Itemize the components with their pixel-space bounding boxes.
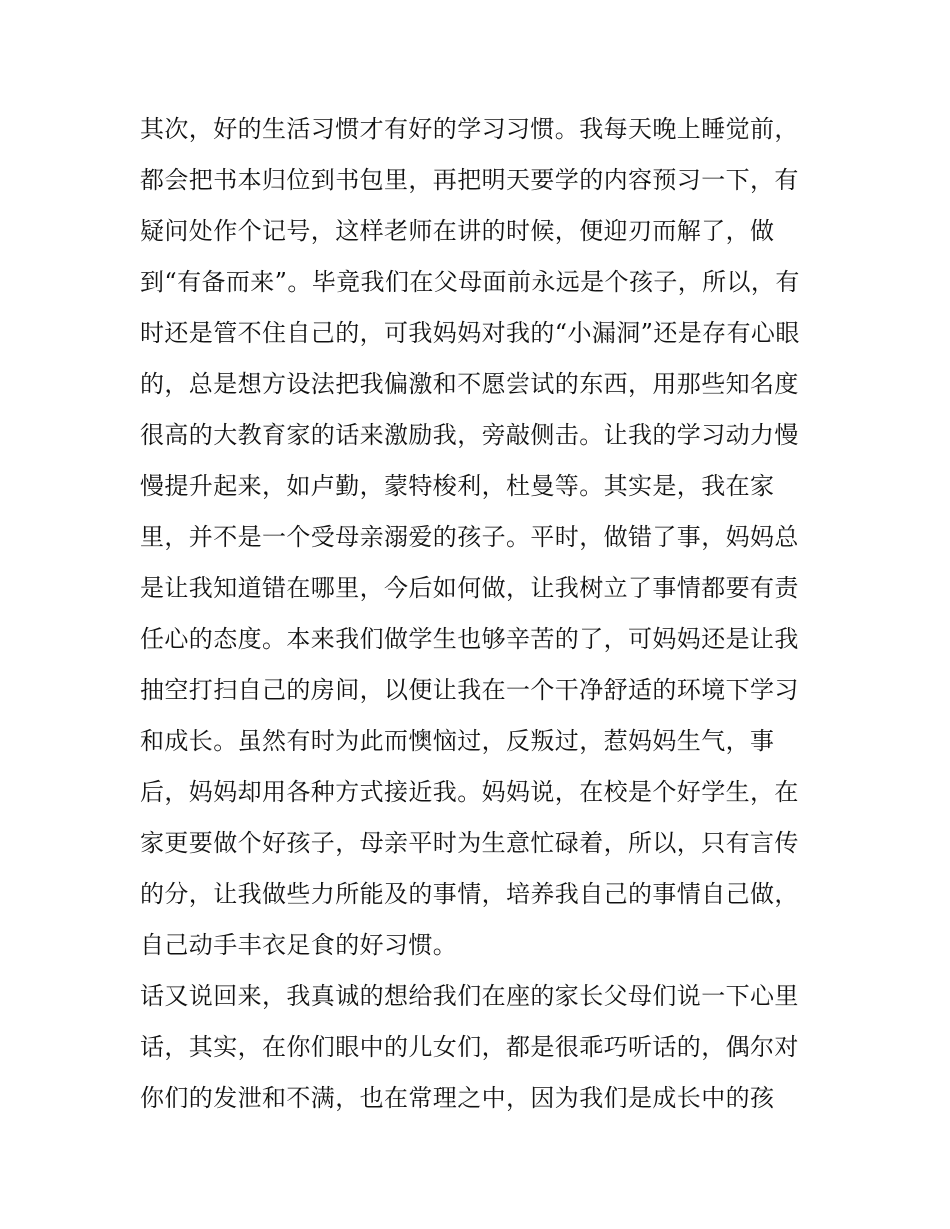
text-line: 其次，好的生活习惯才有好的学习习惯。我每天晚上睡觉前， [140, 115, 799, 143]
body-text [140, 104, 820, 1124]
text-line: 话，其实，在你们眼中的儿女们，都是很乖巧听话的，偶尔对 [140, 1033, 799, 1061]
text-line: 抽空打扫自己的房间，以便让我在一个干净舒适的环境下学习 [140, 676, 799, 704]
text-line: 疑问处作个记号，这样老师在讲的时候，便迎刃而解了，做 [140, 217, 775, 245]
text-line: 很高的大教育家的话来激励我，旁敲侧击。让我的学习动力慢 [140, 421, 799, 449]
text-line: 到“有备而来”。毕竟我们在父母面前永远是个孩子，所以，有 [140, 268, 800, 296]
text-line: 后，妈妈却用各种方式接近我。妈妈说，在校是个好学生，在 [140, 778, 799, 806]
text-line: 慢提升起来，如卢勤，蒙特梭利，杜曼等。其实是，我在家 [140, 472, 775, 500]
text-line: 话又说回来，我真诚的想给我们在座的家长父母们说一下心里 [140, 982, 799, 1010]
text-line: 任心的态度。本来我们做学生也够辛苦的了，可妈妈还是让我 [140, 625, 799, 653]
text-line: 的分，让我做些力所能及的事情，培养我自己的事情自己做， [140, 880, 799, 908]
text-line: 和成长。虽然有时为此而懊恼过，反叛过，惹妈妈生气，事 [140, 727, 775, 755]
text-line: 你们的发泄和不满，也在常理之中，因为我们是成长中的孩 [140, 1084, 775, 1112]
text-line: 是让我知道错在哪里，今后如何做，让我树立了事情都要有责 [140, 574, 799, 602]
text-line: 家更要做个好孩子，母亲平时为生意忙碌着，所以，只有言传 [140, 829, 799, 857]
text-line: 里，并不是一个受母亲溺爱的孩子。平时，做错了事，妈妈总 [140, 523, 799, 551]
text-line: 时还是管不住自己的，可我妈妈对我的“小漏洞”还是存有心眼 [140, 319, 800, 347]
text-line: 自己动手丰衣足食的好习惯。 [140, 931, 458, 959]
text-line: 都会把书本归位到书包里，再把明天要学的内容预习一下，有 [140, 166, 799, 194]
text-line: 的，总是想方设法把我偏激和不愿尝试的东西，用那些知名度 [140, 370, 799, 398]
